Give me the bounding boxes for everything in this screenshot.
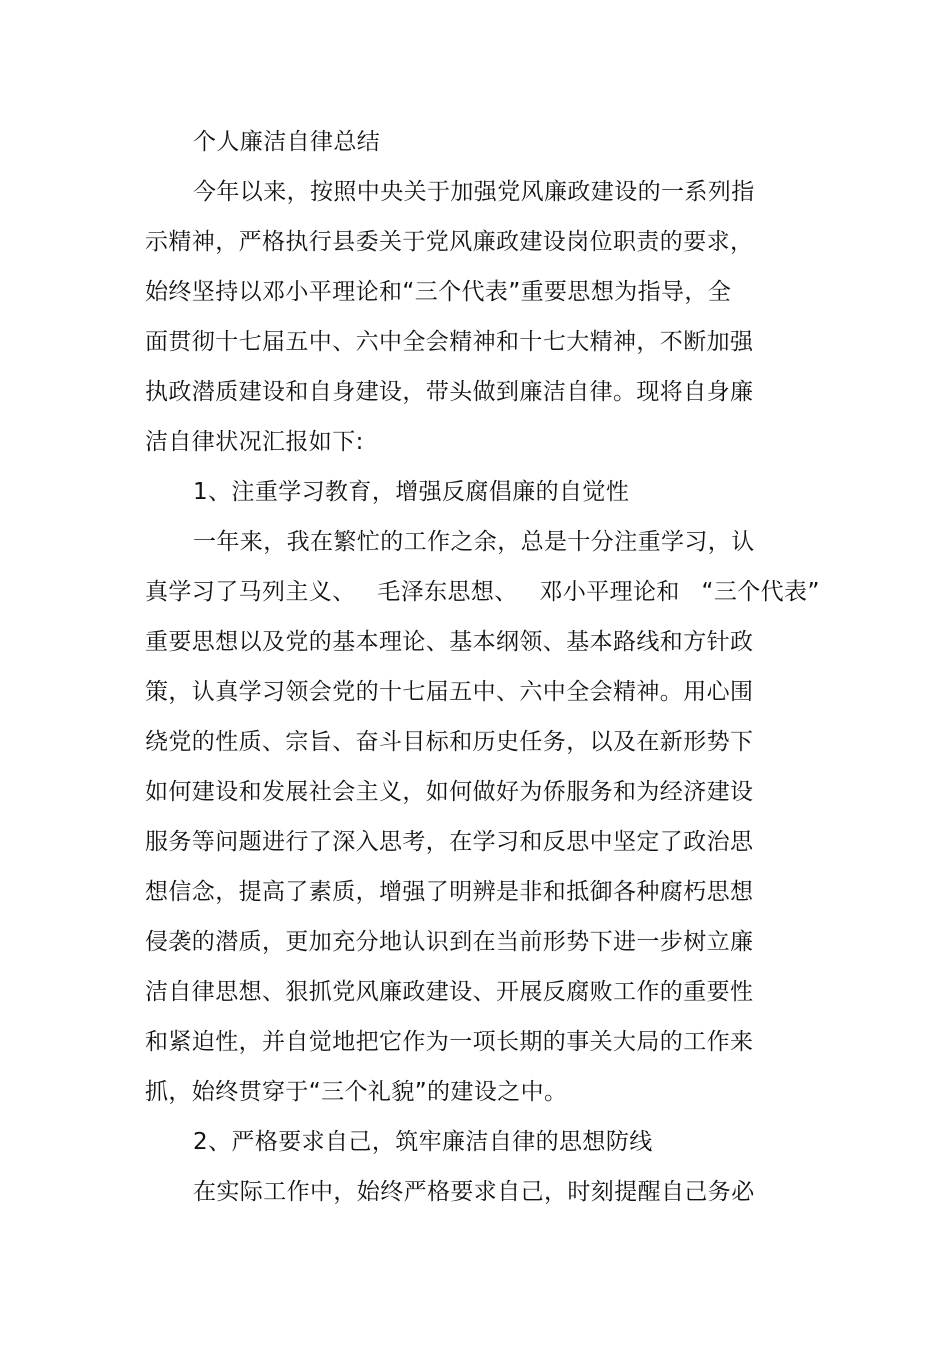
paragraph-line: 服务等问题进行了深入思考，在学习和反思中坚定了政治思	[145, 829, 754, 855]
paragraph-line: 始终坚持以邓小平理论和“三个代表”重要思想为指导，全	[145, 279, 732, 305]
paragraph-line: 绕党的性质、宗旨、奋斗目标和历史任务，以及在新形势下	[145, 729, 754, 755]
paragraph-line: 和紧迫性，并自觉地把它作为一项长期的事关大局的工作来	[145, 1029, 754, 1055]
paragraph-line: 洁自律状况汇报如下:	[145, 429, 364, 455]
paragraph-line: 侵袭的潜质，更加充分地认识到在当前形势下进一步树立廉	[145, 929, 754, 955]
paragraph-line: 想信念，提高了素质，增强了明辨是非和抵御各种腐朽思想	[145, 879, 754, 905]
document-title: 个人廉洁自律总结	[193, 129, 381, 155]
paragraph-line: 如何建设和发展社会主义，如何做好为侨服务和为经济建设	[145, 779, 754, 805]
paragraph-line: 在实际工作中，始终严格要求自己，时刻提醒自己务必	[193, 1179, 755, 1205]
paragraph-line: 示精神，严格执行县委关于党风廉政建设岗位职责的要求，	[145, 229, 754, 255]
paragraph-line: 重要思想以及党的基本理论、基本纲领、基本路线和方针政	[145, 629, 754, 655]
paragraph-line: 今年以来，按照中央关于加强党风廉政建设的一系列指	[193, 179, 755, 205]
paragraph-line: 面贯彻十七届五中、六中全会精神和十七大精神，不断加强	[145, 329, 754, 355]
paragraph-line: 策，认真学习领会党的十七届五中、六中全会精神。用心围	[145, 679, 754, 705]
paragraph-line: 真学习了马列主义、 毛泽东思想、 邓小平理论和 “三个代表”	[145, 579, 820, 605]
paragraph-line: 洁自律思想、狠抓党风廉政建设、开展反腐败工作的重要性	[145, 979, 754, 1005]
paragraph-line: 抓，始终贯穿于“三个礼貌”的建设之中。	[145, 1079, 568, 1105]
paragraph-line: 执政潜质建设和自身建设，带头做到廉洁自律。现将自身廉	[145, 379, 754, 405]
section-heading-2: 2、严格要求自己，筑牢廉洁自律的思想防线	[193, 1129, 653, 1155]
paragraph-line: 一年来，我在繁忙的工作之余，总是十分注重学习，认	[193, 529, 755, 555]
section-heading-1: 1、注重学习教育，增强反腐倡廉的自觉性	[193, 479, 630, 505]
